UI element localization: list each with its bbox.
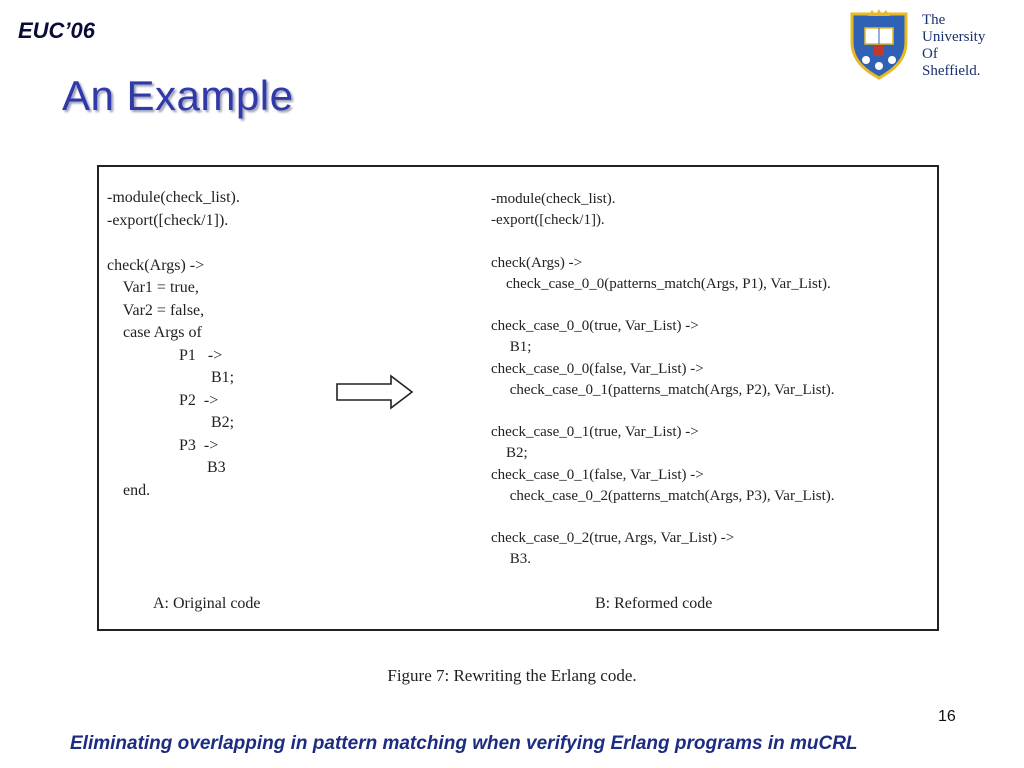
- logo-line-3: Of: [922, 46, 938, 62]
- figure-image: [97, 165, 939, 631]
- footer-text: Eliminating overlapping in pattern matching when verifying Erlang programs in muCRL: [70, 733, 858, 754]
- original-code-block: -module(check_list). -export([check/1]). check(Args) -> Var1 = true, Var2 = false, case Args of P1 -> B1; P2 -> B2; P3 -> B3 end.: [107, 189, 240, 499]
- right-arrow-icon: [335, 374, 415, 410]
- university-logo: [830, 8, 1024, 94]
- university-name: [922, 12, 985, 80]
- reformed-code-label: B: Reformed code: [595, 595, 713, 612]
- university-crest-icon: [846, 8, 912, 80]
- slide-title: An Example: [62, 72, 294, 119]
- original-code-label: A: Original code: [153, 595, 261, 612]
- logo-line-2: University: [922, 29, 986, 45]
- logo-line-1: The: [922, 12, 946, 28]
- conference-label: EUC’06: [18, 18, 96, 43]
- slide-number: 16: [938, 708, 956, 725]
- figure-caption: Figure 7: Rewriting the Erlang code.: [387, 666, 637, 685]
- reformed-code-block: -module(check_list). -export([check/1]). check(Args) -> check_case_0_0(patterns_match(Args, P1), Var_List). check_case_0_0(true, Var_List) -> B1; check_case_0_0(false, Var_List) -> check_case_0_1(patterns_match(Args, P2), Var_List). check_case_0_1(true, Var_List) -> B2; check_case_0_1(false, Var_List) -> check_case_0_2(patterns_match(Args, P3), Var_List). check_case_0_2(true, Args, Var_List) -> B3.: [491, 191, 835, 568]
- logo-line-4: Sheffield.: [922, 63, 981, 79]
